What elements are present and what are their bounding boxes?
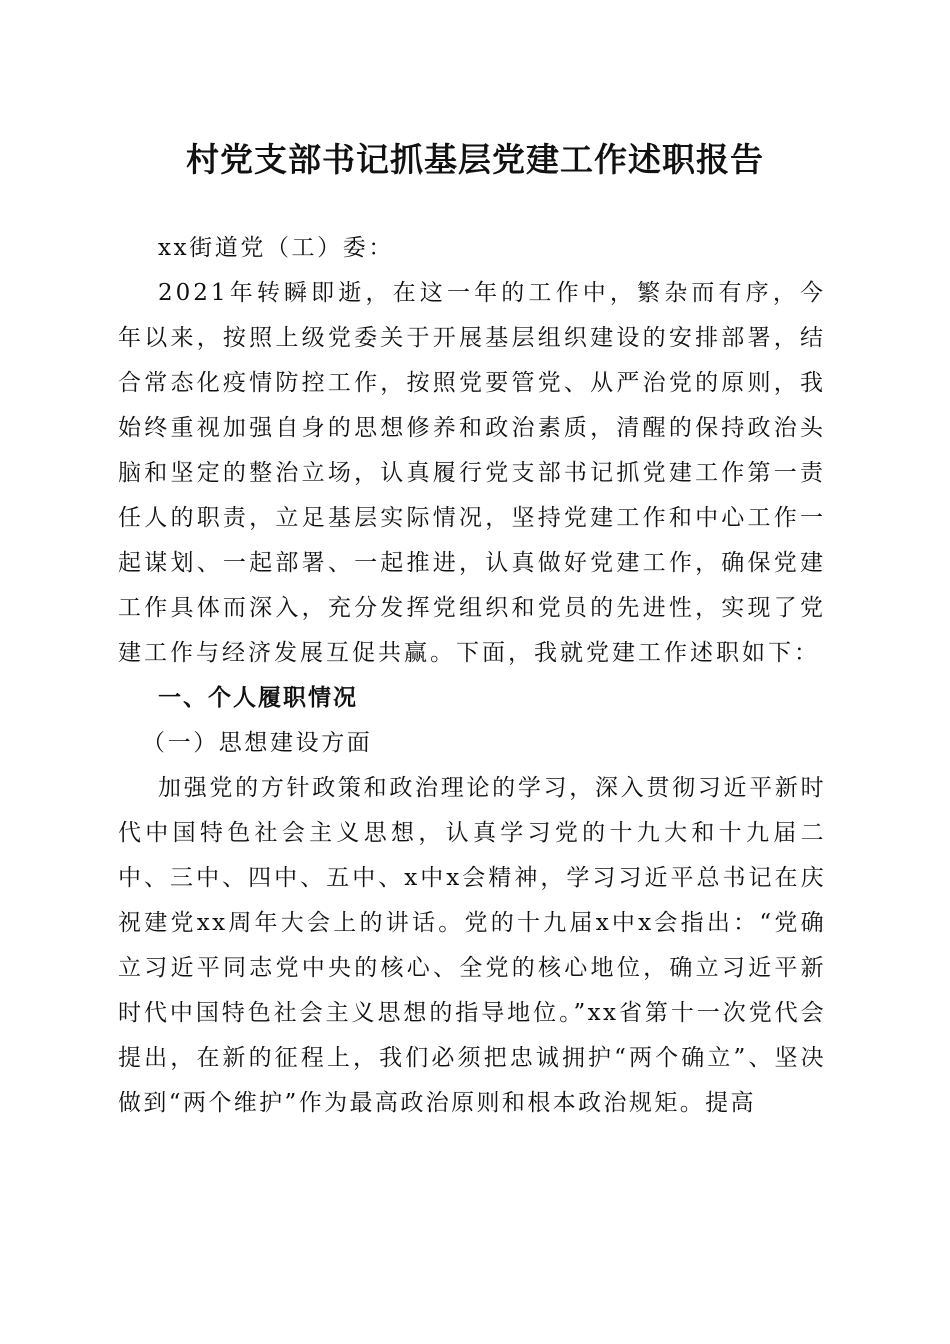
section-heading-1: 一、个人履职情况 bbox=[158, 685, 358, 711]
document-body bbox=[118, 226, 826, 1126]
document-title: 村党支部书记抓基层党建工作述职报告 bbox=[186, 140, 764, 179]
subsection-heading-1: （一）思想建设方面 bbox=[142, 730, 373, 756]
section-paragraph: 加强党的方针政策和政治理论的学习，深入贯彻习近平新时代中国特色社会主义思想，认真学习党的十九大和十九届二中、三中、四中、五中、x中x会精神，学习习近平总书记在庆祝建党xx周年大会上的讲话。党的十九届x中x会指出：“党确立习近平同志党中央的核心、全党的核心地位，确立习近平新时代中国特色社会主义思想的指导地位。”xx省第十一次党代会提出，在新的征程上，我们必须把忠诚拥护“两个确立”、坚决做到“两个维护”作为最高政治原则和根本政治规矩。提高 bbox=[118, 775, 826, 1116]
intro-paragraph: 2021年转瞬即逝，在这一年的工作中，繁杂而有序，今年以来，按照上级党委关于开展基层组织建设的安排部署，结合常态化疫情防控工作，按照党要管党、从严治党的原则，我始终重视加强自身的思想修养和政治素质，清醒的保持政治头脑和坚定的整治立场，认真履行党支部书记抓党建工作第一责任人的职责，立足基层实际情况，坚持党建工作和中心工作一起谋划、一起部署、一起推进，认真做好党建工作，确保党建工作具体而深入，充分发挥党组织和党员的先进性，实现了党建工作与经济发展互促共赢。下面，我就党建工作述职如下： bbox=[118, 280, 826, 666]
salutation: xx街道党（工）委： bbox=[158, 235, 394, 261]
